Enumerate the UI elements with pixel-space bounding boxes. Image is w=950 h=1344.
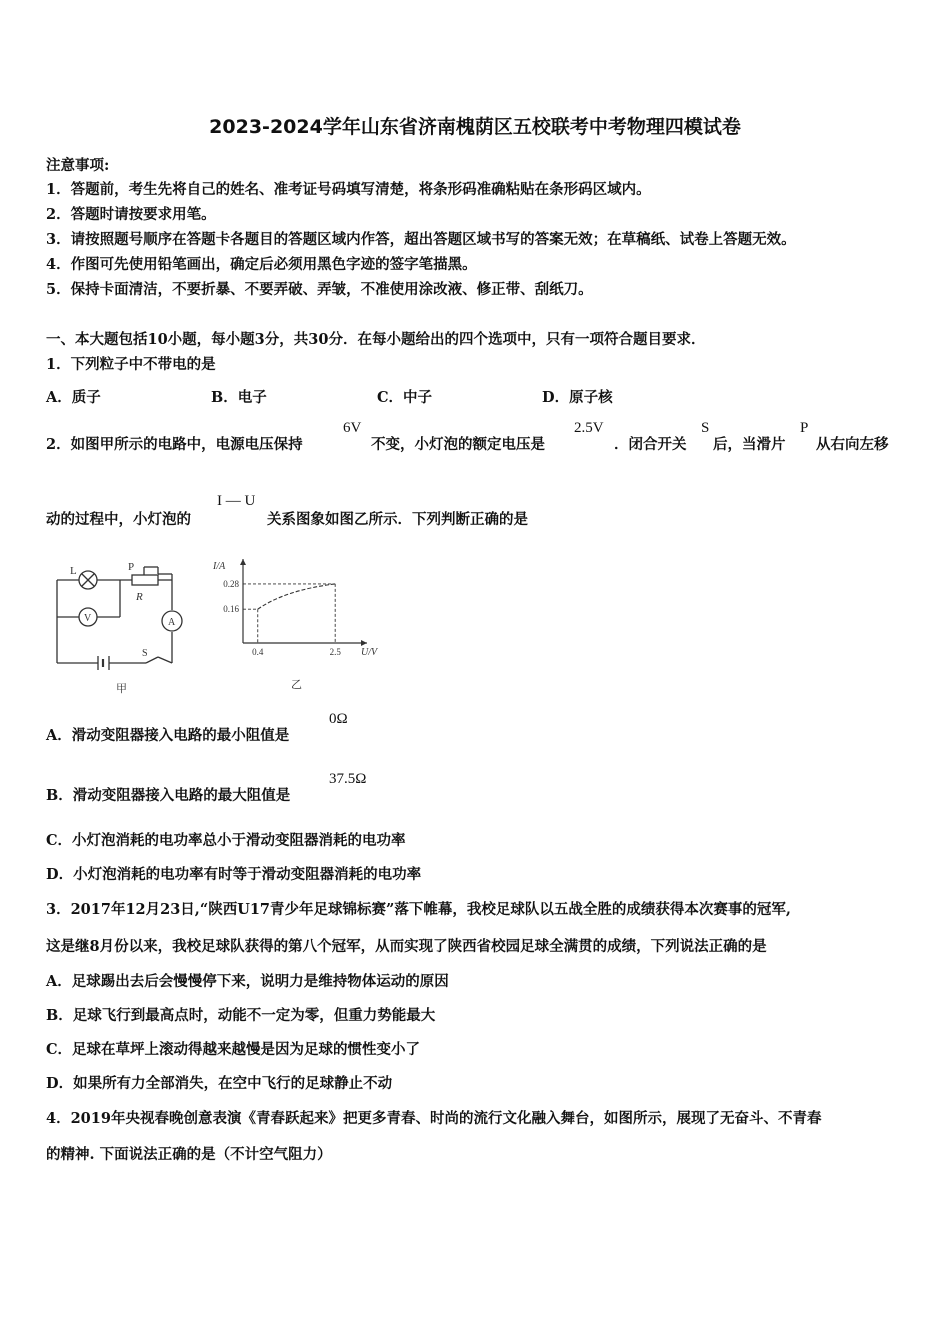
notes-heading: 注意事项:: [46, 157, 110, 174]
q2-text-3: ．闭合开关: [614, 436, 687, 453]
iu-graph: [205, 555, 380, 695]
q2-text-5: 从右向左移: [816, 436, 889, 453]
q2-iu-symbol: I — U: [217, 493, 256, 509]
q1-option-b: B．电子: [211, 389, 267, 406]
q2-switch-symbol: S: [701, 420, 710, 436]
iu-curve: [258, 584, 335, 609]
q2-text-4: 后，当滑片: [713, 436, 786, 453]
note-item: 3．请按照题号顺序在答题卡各题目的答题区域内作答，超出答题区域书写的答案无效；在草稿纸、试卷上答题无效。: [46, 231, 796, 248]
q3-option-c: C．足球在草坪上滚动得越来越慢是因为足球的惯性变小了: [46, 1041, 421, 1058]
y-axis-label: I/A: [213, 561, 226, 572]
y-axis-arrow: [240, 559, 246, 565]
x-tick-label: 2.5: [329, 647, 341, 657]
y-tick-label: 0.28: [223, 578, 239, 589]
y-tick-label: 0.16: [223, 604, 239, 615]
q2-option-c: C．小灯泡消耗的电功率总小于滑动变阻器消耗的电功率: [46, 832, 406, 849]
lamp-label: L: [70, 565, 77, 577]
q4-stem-1: 4．2019年央视春晚创意表演《青春跃起来》把更多青春、时尚的流行文化融入舞台，如图所示，展现了无奋斗、不青春: [46, 1110, 822, 1127]
q4-stem-2: 的精神. 下面说法正确的是（不计空气阻力）: [46, 1146, 332, 1163]
q2-text-2: 不变，小灯泡的额定电压是: [371, 436, 545, 453]
x-axis-arrow: [361, 640, 367, 646]
q2-text-6: 动的过程中，小灯泡的: [46, 511, 191, 528]
slider-label: P: [128, 561, 135, 573]
q2-voltage: 6V: [343, 420, 362, 436]
graph-caption: 乙: [291, 679, 302, 691]
q3-stem-1: 3．2017年12月23日,“陕西U17青少年足球锦标赛”落下帷幕，我校足球队以五战全胜的成绩获得本次赛事的冠军,: [46, 901, 791, 918]
q2-text-7: 关系图象如图乙所示．下列判断正确的是: [267, 511, 528, 528]
q2-option-b: B．滑动变阻器接入电路的最大阻值是: [46, 787, 291, 804]
rheostat-label: R: [136, 591, 143, 603]
page-title: 2023-2024学年山东省济南槐荫区五校联考中考物理四模试卷: [209, 116, 741, 138]
q3-option-d: D．如果所有力全部消失，在空中飞行的足球静止不动: [46, 1075, 393, 1092]
q1-stem: 1．下列粒子中不带电的是: [46, 356, 216, 373]
q1-option-c: C．中子: [377, 389, 433, 406]
q2-option-a: A．滑动变阻器接入电路的最小阻值是: [46, 727, 290, 744]
q2-option-a-value: 0Ω: [329, 711, 348, 727]
circuit-caption: 甲: [116, 683, 127, 695]
circuit-diagram: [50, 560, 190, 695]
q1-option-d: D．原子核: [542, 389, 613, 406]
q1-option-a: A．质子: [46, 389, 101, 406]
ammeter-label: A: [168, 617, 176, 628]
q2-option-d: D．小灯泡消耗的电功率有时等于滑动变阻器消耗的电功率: [46, 866, 422, 883]
q3-stem-2: 这是继8月份以来，我校足球队获得的第八个冠军，从而实现了陕西省校园足球全满贯的成绩，下列说法正确的是: [46, 938, 767, 955]
lamp-icon: [79, 571, 97, 589]
note-item: 4．作图可先使用铅笔画出，确定后必须用黑色字迹的签字笔描黑。: [46, 256, 477, 273]
note-item: 2．答题时请按要求用笔。: [46, 206, 216, 223]
section-heading: 一、本大题包括10小题，每小题3分，共30分．在每小题给出的四个选项中，只有一项符合题目要求．: [46, 331, 706, 348]
x-axis-label: U/V: [361, 647, 378, 658]
q2-text-1: 2．如图甲所示的电路中，电源电压保持: [46, 436, 303, 453]
voltmeter-label: V: [84, 613, 92, 624]
note-item: 1．答题前，考生先将自己的姓名、准考证号码填写清楚，将条形码准确粘贴在条形码区域内。: [46, 181, 651, 198]
q2-option-b-value: 37.5Ω: [329, 771, 367, 787]
q3-option-a: A．足球踢出去后会慢慢停下来，说明力是维持物体运动的原因: [46, 973, 449, 990]
note-item: 5．保持卡面清洁，不要折暴、不要弄破、弄皱，不准使用涂改液、修正带、刮纸刀。: [46, 281, 593, 298]
q3-option-b: B．足球飞行到最高点时，动能不一定为零，但重力势能最大: [46, 1007, 436, 1024]
q2-rated-voltage: 2.5V: [574, 420, 604, 436]
switch-label: S: [142, 648, 148, 659]
q2-slider-symbol: P: [800, 420, 809, 436]
x-tick-label: 0.4: [252, 647, 264, 657]
